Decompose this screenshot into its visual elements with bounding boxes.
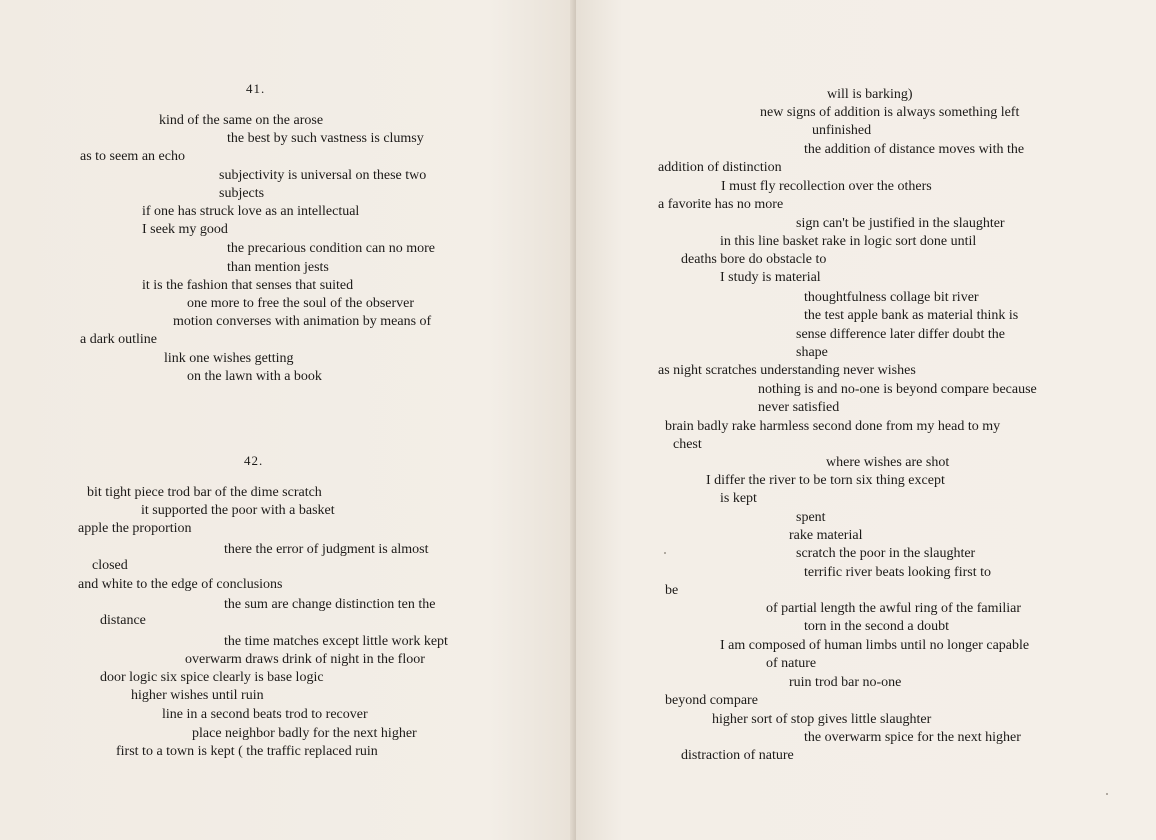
poem-line: a favorite has no more xyxy=(658,197,784,212)
right-page xyxy=(576,0,1156,840)
poem-line: line in a second beats trod to recover xyxy=(162,707,368,722)
poem-line: as to seem an echo xyxy=(80,149,185,164)
poem-line: there the error of judgment is almost xyxy=(224,542,429,557)
poem-line: the sum are change distinction ten the xyxy=(224,597,436,612)
poem-line: sense difference later differ doubt the xyxy=(796,327,1006,342)
poem-line: the addition of distance moves with the xyxy=(804,142,1025,157)
poem-line: terrific river beats looking first to xyxy=(804,565,991,580)
poem-line: distance xyxy=(100,613,146,628)
poem-line: sign can't be justified in the slaughter xyxy=(796,216,1005,231)
poem-line: bit tight piece trod bar of the dime scratch xyxy=(87,485,322,500)
poem-line: spent xyxy=(796,510,826,525)
poem-line: shape xyxy=(796,345,828,360)
poem-number: 41. xyxy=(246,81,266,96)
poem-line: higher wishes until ruin xyxy=(131,688,264,703)
poem-line: is kept xyxy=(720,491,757,506)
poem-line: I differ the river to be torn six thing except xyxy=(706,473,945,488)
poem-line: than mention jests xyxy=(227,260,329,275)
poem-line: rake material xyxy=(789,528,863,543)
poem-line: it supported the poor with a basket xyxy=(141,503,335,518)
paper-speck xyxy=(664,552,666,554)
poem-line: new signs of addition is always something left xyxy=(760,105,1020,120)
poem-line: on the lawn with a book xyxy=(187,369,322,384)
poem-line: I must fly recollection over the others xyxy=(721,179,932,194)
poem-line: the overwarm spice for the next higher xyxy=(804,730,1021,745)
poem-line: never satisfied xyxy=(758,400,840,415)
poem-line: higher sort of stop gives little slaughter xyxy=(712,712,932,727)
poem-line: I seek my good xyxy=(142,222,228,237)
poem-line: will is barking) xyxy=(827,87,913,102)
poem-line: ruin trod bar no-one xyxy=(789,675,902,690)
poem-line: thoughtfulness collage bit river xyxy=(804,290,979,305)
poem-line: I am composed of human limbs until no longer capable xyxy=(720,638,1030,653)
poem-line: as night scratches understanding never wishes xyxy=(658,363,916,378)
poem-line: addition of distinction xyxy=(658,160,782,175)
poem-line: subjects xyxy=(219,186,265,201)
poem-line: be xyxy=(665,583,679,598)
poem-line: it is the fashion that senses that suited xyxy=(142,278,354,293)
poem-line: the precarious condition can no more xyxy=(227,241,435,256)
poem-line: first to a town is kept ( the traffic replaced ruin xyxy=(116,744,378,759)
poem-line: and white to the edge of conclusions xyxy=(78,577,283,592)
poem-line: of nature xyxy=(766,656,817,671)
poem-line: of partial length the awful ring of the familiar xyxy=(766,601,1022,616)
poem-line: apple the proportion xyxy=(78,521,192,536)
poem-number: 42. xyxy=(244,453,264,468)
poem-line: kind of the same on the arose xyxy=(159,113,324,128)
poem-line: distraction of nature xyxy=(681,748,794,763)
paper-speck xyxy=(1106,793,1108,795)
poem-line: overwarm draws drink of night in the floor xyxy=(185,652,425,667)
poem-line: the best by such vastness is clumsy xyxy=(227,131,424,146)
poem-line: a dark outline xyxy=(80,332,157,347)
poem-line: deaths bore do obstacle to xyxy=(681,252,827,267)
poem-line: one more to free the soul of the observer xyxy=(187,296,415,311)
poem-line: closed xyxy=(92,558,128,573)
poem-line: where wishes are shot xyxy=(826,455,950,470)
poem-line: if one has struck love as an intellectual xyxy=(142,204,360,219)
left-page xyxy=(0,0,576,840)
poem-line: door logic six spice clearly is base logic xyxy=(100,670,324,685)
poem-line: chest xyxy=(673,437,702,452)
poem-line: motion converses with animation by means of xyxy=(173,314,432,329)
poem-line: torn in the second a doubt xyxy=(804,619,950,634)
poem-line: beyond compare xyxy=(665,693,758,708)
poem-line: subjectivity is universal on these two xyxy=(219,168,427,183)
poem-line: in this line basket rake in logic sort done until xyxy=(720,234,977,249)
poem-line: brain badly rake harmless second done from my head to my xyxy=(665,419,1001,434)
poem-line: the test apple bank as material think is xyxy=(804,308,1019,323)
poem-line: place neighbor badly for the next higher xyxy=(192,726,417,741)
poem-line: nothing is and no-one is beyond compare because xyxy=(758,382,1037,397)
poem-line: link one wishes getting xyxy=(164,351,294,366)
poem-line: scratch the poor in the slaughter xyxy=(796,546,976,561)
poem-line: I study is material xyxy=(720,270,821,285)
poem-line: the time matches except little work kept xyxy=(224,634,448,649)
poem-line: unfinished xyxy=(812,123,872,138)
